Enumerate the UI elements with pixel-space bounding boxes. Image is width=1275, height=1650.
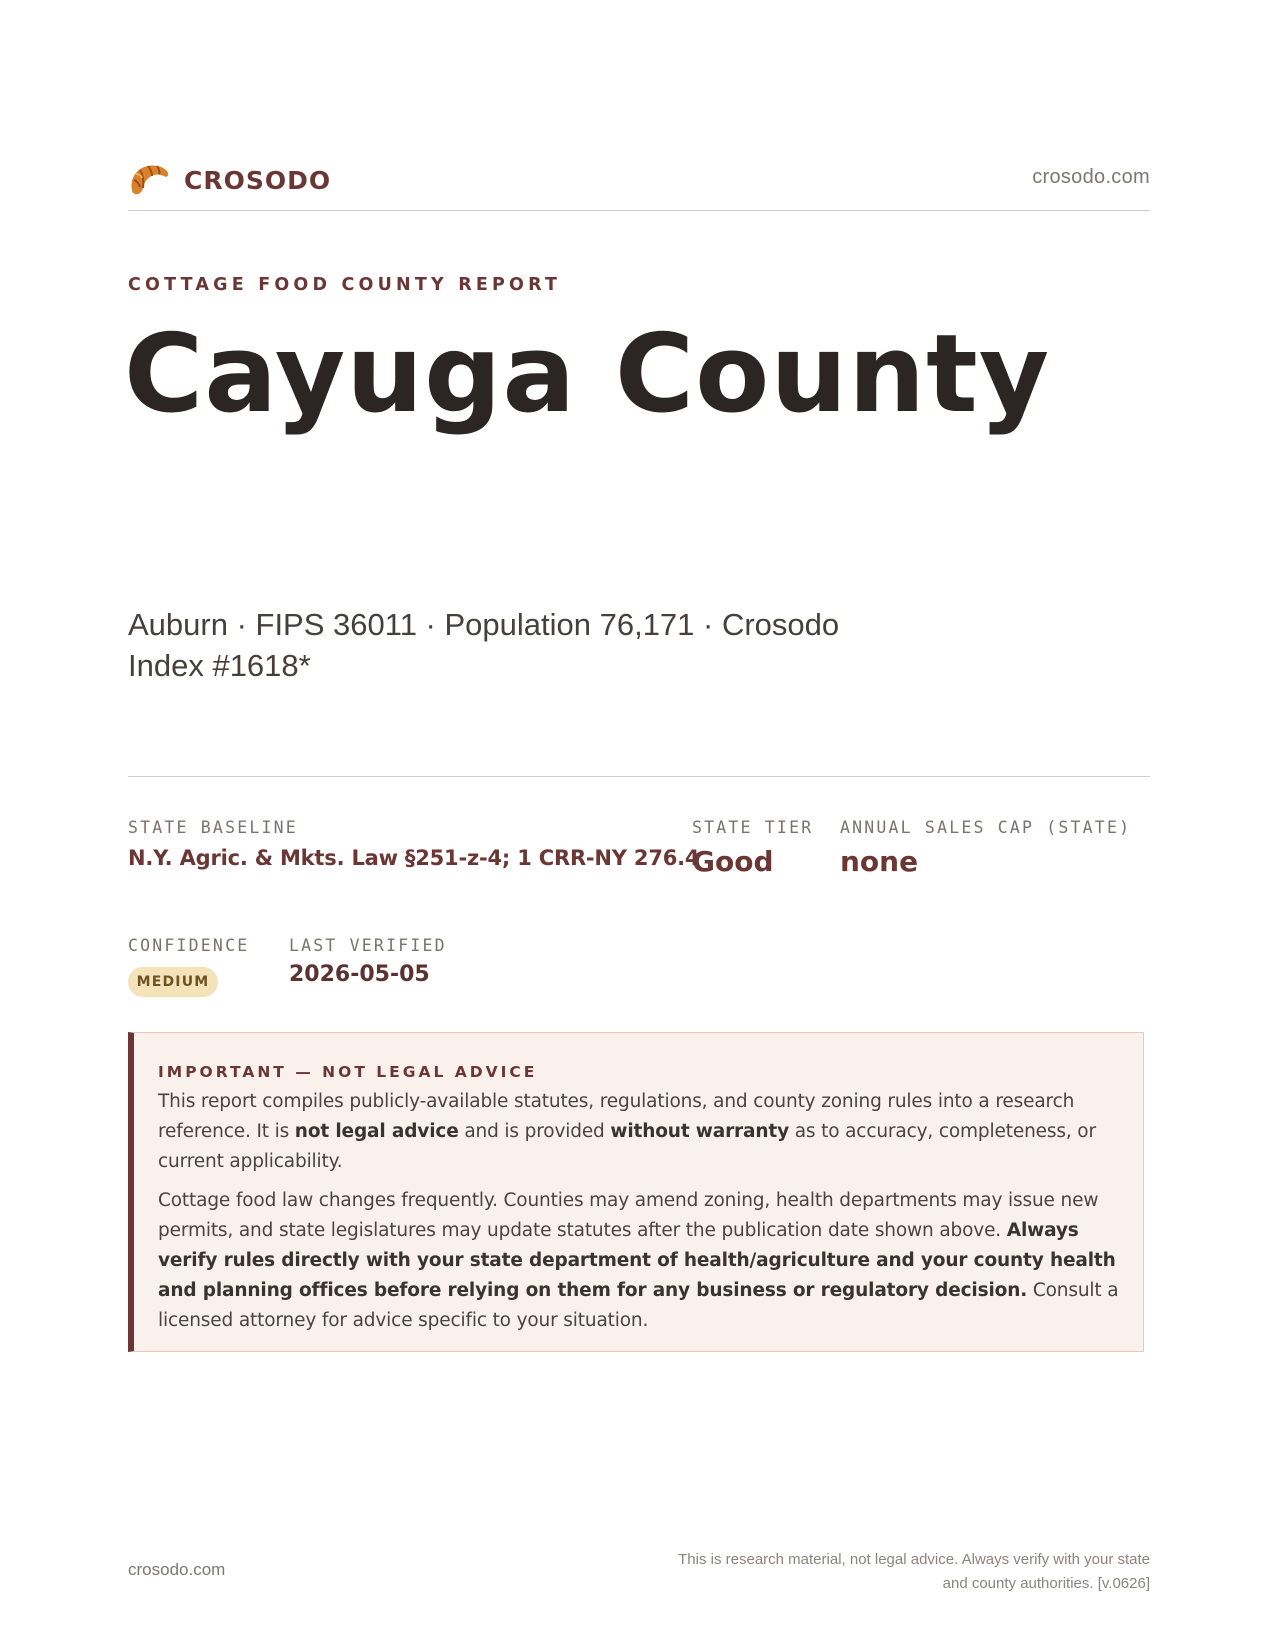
footer-site-link[interactable]: crosodo.com bbox=[128, 1560, 226, 1579]
last-verified-label: LAST VERIFIED bbox=[289, 936, 447, 955]
state-tier-label: STATE TIER bbox=[692, 818, 814, 837]
notice-paragraph-1: This report compiles publicly-available statutes, regulations, and county zoning rules into a research reference. It is not legal advice and is provided without warranty as to accuracy, completeness, or current applicability. bbox=[158, 1091, 1096, 1172]
report-eyebrow: COTTAGE FOOD COUNTY REPORT bbox=[128, 275, 562, 295]
last-verified-value: 2026-05-05 bbox=[289, 962, 430, 987]
confidence-label: CONFIDENCE bbox=[128, 936, 250, 955]
county-summary: Auburn · FIPS 36011 · Population 76,171 · Crosodo Index #1618* bbox=[128, 607, 840, 683]
state-baseline-value: N.Y. Agric. & Mkts. Law §251-z-4; 1 CRR-NY 276.4 bbox=[128, 846, 700, 870]
brand[interactable] bbox=[128, 158, 331, 202]
brand-name: CROSODO bbox=[184, 165, 332, 195]
croissant-icon bbox=[128, 160, 172, 200]
notice-paragraph-2: Cottage food law changes frequently. Counties may amend zoning, health departments may issue new permits, and state legislatures may update statutes after the publication date shown above. Always verify rules directly with your state department of health/agriculture and your county health and planning offices before relying on them for any business or regulatory decision. Consult a licensed attorney for advice specific to your situation. bbox=[158, 1190, 1119, 1331]
state-baseline-label: STATE BASELINE bbox=[128, 818, 298, 837]
page-header bbox=[128, 158, 1150, 211]
report-page bbox=[124, 0, 1150, 1650]
page-title: Cayuga County bbox=[124, 312, 1051, 437]
notice-heading: IMPORTANT — NOT LEGAL ADVICE bbox=[158, 1063, 538, 1081]
footer-disclaimer: This is research material, not legal advice. Always verify with your state and county authorities. [v.0626] bbox=[678, 1551, 1150, 1592]
legal-notice bbox=[128, 1032, 1144, 1352]
sales-cap-value: none bbox=[840, 845, 919, 878]
site-link[interactable]: crosodo.com bbox=[1032, 166, 1150, 188]
sales-cap-label: ANNUAL SALES CAP (STATE) bbox=[840, 818, 1132, 837]
state-tier-value: Good bbox=[692, 845, 774, 878]
confidence-badge: MEDIUM bbox=[128, 967, 218, 997]
divider bbox=[128, 776, 1150, 777]
